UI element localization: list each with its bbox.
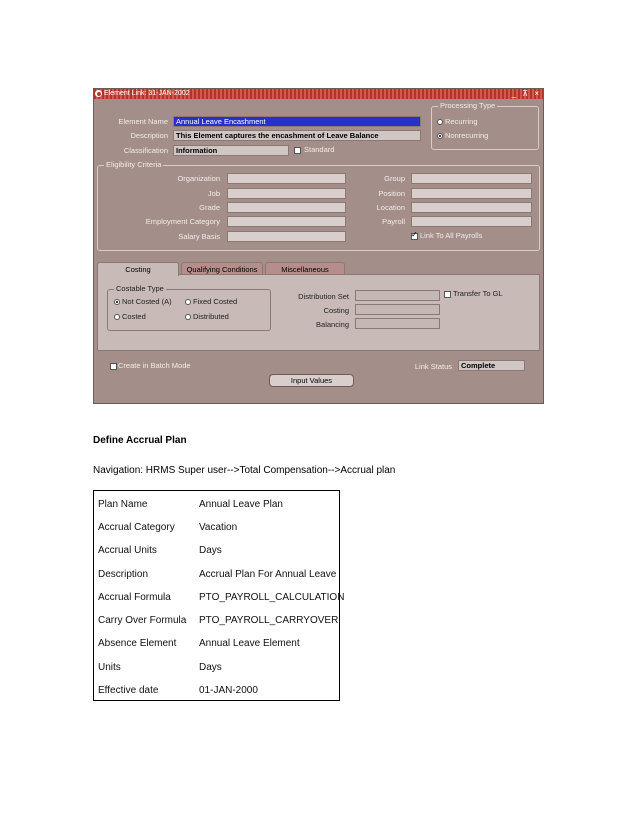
distribution-set-label: Distribution Set: [298, 292, 349, 301]
description-field[interactable]: This Element captures the encashment of Leave Balance: [173, 130, 421, 141]
eligibility-criteria-group: [97, 160, 540, 251]
eligibility-criteria-title: Eligibility Criteria: [106, 160, 162, 169]
element-name-label: Element Name: [118, 117, 168, 126]
group-field[interactable]: [411, 173, 532, 184]
payroll-label: Payroll: [382, 217, 405, 226]
link-to-all-payrolls-checkbox[interactable]: [411, 233, 418, 240]
fixed-costed-label: Fixed Costed: [193, 297, 238, 306]
costing-field[interactable]: [355, 304, 440, 315]
not-costed-radio[interactable]: [114, 299, 120, 305]
costed-label: Costed: [122, 312, 146, 321]
window-title: Element Link: 31-JAN-2002: [104, 90, 190, 97]
input-values-button[interactable]: Input Values: [269, 374, 354, 387]
processing-type-group: [431, 101, 539, 150]
oracle-logo-icon: [95, 90, 102, 97]
distribution-set-field[interactable]: [355, 290, 440, 301]
balancing-field[interactable]: [355, 318, 440, 329]
standard-checkbox[interactable]: [294, 147, 301, 154]
salary-basis-label: Salary Basis: [178, 232, 220, 241]
element-link-window: [93, 88, 544, 404]
employment-category-field[interactable]: [227, 216, 346, 227]
window-controls-icon[interactable]: _ ⊼ ×: [511, 89, 541, 98]
link-status-label: Link Status: [414, 362, 452, 371]
classification-field[interactable]: Information: [173, 145, 289, 156]
recurring-label: Recurring: [445, 117, 478, 126]
nonrecurring-radio[interactable]: [437, 133, 443, 139]
balancing-label: Balancing: [316, 320, 349, 329]
not-costed-label: Not Costed (A): [122, 297, 172, 306]
group-label: Group: [384, 174, 405, 183]
grade-field[interactable]: [227, 202, 346, 213]
grade-label: Grade: [199, 203, 220, 212]
nonrecurring-label: Nonrecurring: [445, 131, 489, 140]
link-status-field[interactable]: Complete: [458, 360, 525, 371]
link-to-all-payrolls-label: Link To All Payrolls: [420, 231, 483, 240]
description-label: Description: [130, 131, 168, 140]
transfer-to-gl-checkbox[interactable]: [444, 291, 451, 298]
batch-mode-checkbox[interactable]: [110, 363, 117, 370]
costed-radio[interactable]: [114, 314, 120, 320]
employment-category-label: Employment Category: [145, 217, 220, 226]
job-field[interactable]: [227, 188, 346, 199]
distributed-label: Distributed: [193, 312, 229, 321]
transfer-to-gl-label: Transfer To GL: [453, 289, 503, 298]
job-label: Job: [207, 189, 220, 198]
tab-miscellaneous[interactable]: Miscellaneous: [265, 262, 345, 275]
salary-basis-field[interactable]: [227, 231, 346, 242]
processing-type-title: Processing Type: [440, 101, 496, 110]
accrual-plan-table: Plan Name Annual Leave Plan Accrual Category Vacation Accrual Units Days Description Accrual Plan For Annual Leave Accrual Formula PTO_PAYROLL_CALCULATION Carry Over Formula PTO_PAYROLL_CARRYOVER Absence Element Annual Leave Element Units Days Effective date 01-JAN-2000: [93, 490, 340, 701]
location-field[interactable]: [411, 202, 532, 213]
costable-type-group: [107, 284, 271, 331]
costing-label: Costing: [323, 306, 349, 315]
costable-type-title: Costable Type: [116, 284, 164, 293]
section-heading: Define Accrual Plan: [93, 435, 187, 446]
payroll-field[interactable]: [411, 216, 532, 227]
organization-label: Organization: [177, 174, 220, 183]
fixed-costed-radio[interactable]: [185, 299, 191, 305]
tab-costing[interactable]: Costing: [97, 262, 179, 276]
classification-label: Classification: [123, 146, 168, 155]
standard-label: Standard: [304, 145, 335, 154]
location-label: Location: [376, 203, 405, 212]
navigation-path: Navigation: HRMS Super user-->Total Compensation-->Accrual plan: [93, 465, 396, 476]
organization-field[interactable]: [227, 173, 346, 184]
batch-mode-label: Create in Batch Mode: [118, 361, 191, 370]
distributed-radio[interactable]: [185, 314, 191, 320]
recurring-radio[interactable]: [437, 119, 443, 125]
position-field[interactable]: [411, 188, 532, 199]
window-title-bar[interactable]: [94, 89, 543, 99]
element-name-field[interactable]: Annual Leave Encashment: [173, 116, 421, 127]
costing-tab-panel: [97, 274, 540, 351]
tab-qualifying-conditions[interactable]: Qualifying Conditions: [181, 262, 263, 275]
position-label: Position: [378, 189, 405, 198]
